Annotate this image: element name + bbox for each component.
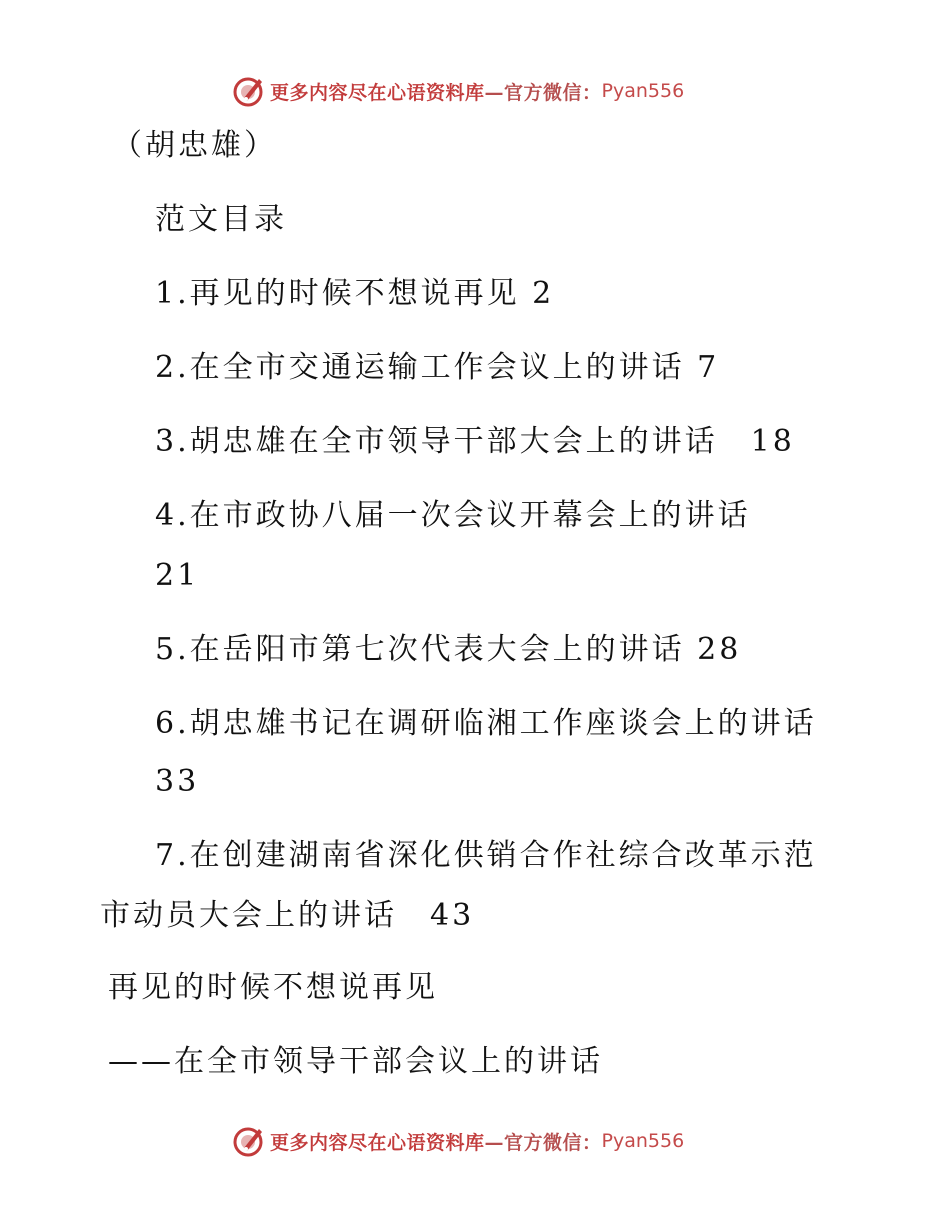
watermark-banner-bottom xyxy=(232,1124,684,1158)
watermark-library-text: 更多内容尽在心语资料库 xyxy=(270,1131,485,1154)
watermark-official-text: —官方微信： xyxy=(484,81,602,104)
toc-item-7-continuation: 市动员大会上的讲话 43 xyxy=(100,898,475,933)
toc-item-1: 1.再见的时候不想说再见 2 xyxy=(155,276,555,311)
pen-nib-logo-icon xyxy=(232,74,266,108)
watermark-wechat-id: Pyan556 xyxy=(601,80,685,102)
toc-item-6-page: 33 xyxy=(155,764,200,799)
toc-item-4-page: 21 xyxy=(155,558,200,593)
toc-item-3: 3.胡忠雄在全市领导干部大会上的讲话 18 xyxy=(155,424,795,459)
watermark-wechat-id: Pyan556 xyxy=(601,1130,685,1152)
article-subtitle: ——在全市领导干部会议上的讲话 xyxy=(108,1044,603,1079)
toc-heading: 范文目录 xyxy=(155,202,287,237)
article-title: 再见的时候不想说再见 xyxy=(108,970,438,1005)
watermark-official-text: —官方微信： xyxy=(484,1131,602,1154)
watermark-library-text: 更多内容尽在心语资料库 xyxy=(270,81,485,104)
pen-nib-logo-icon xyxy=(232,1124,266,1158)
toc-item-2: 2.在全市交通运输工作会议上的讲话 7 xyxy=(155,350,720,385)
author-line: （胡忠雄） xyxy=(112,128,277,163)
watermark-banner-top xyxy=(232,74,684,108)
toc-item-4: 4.在市政协八届一次会议开幕会上的讲话 xyxy=(155,498,751,533)
toc-item-6: 6.胡忠雄书记在调研临湘工作座谈会上的讲话 xyxy=(155,706,817,741)
toc-item-7: 7.在创建湖南省深化供销合作社综合改革示范 xyxy=(155,838,817,873)
toc-item-5: 5.在岳阳市第七次代表大会上的讲话 28 xyxy=(155,632,742,667)
